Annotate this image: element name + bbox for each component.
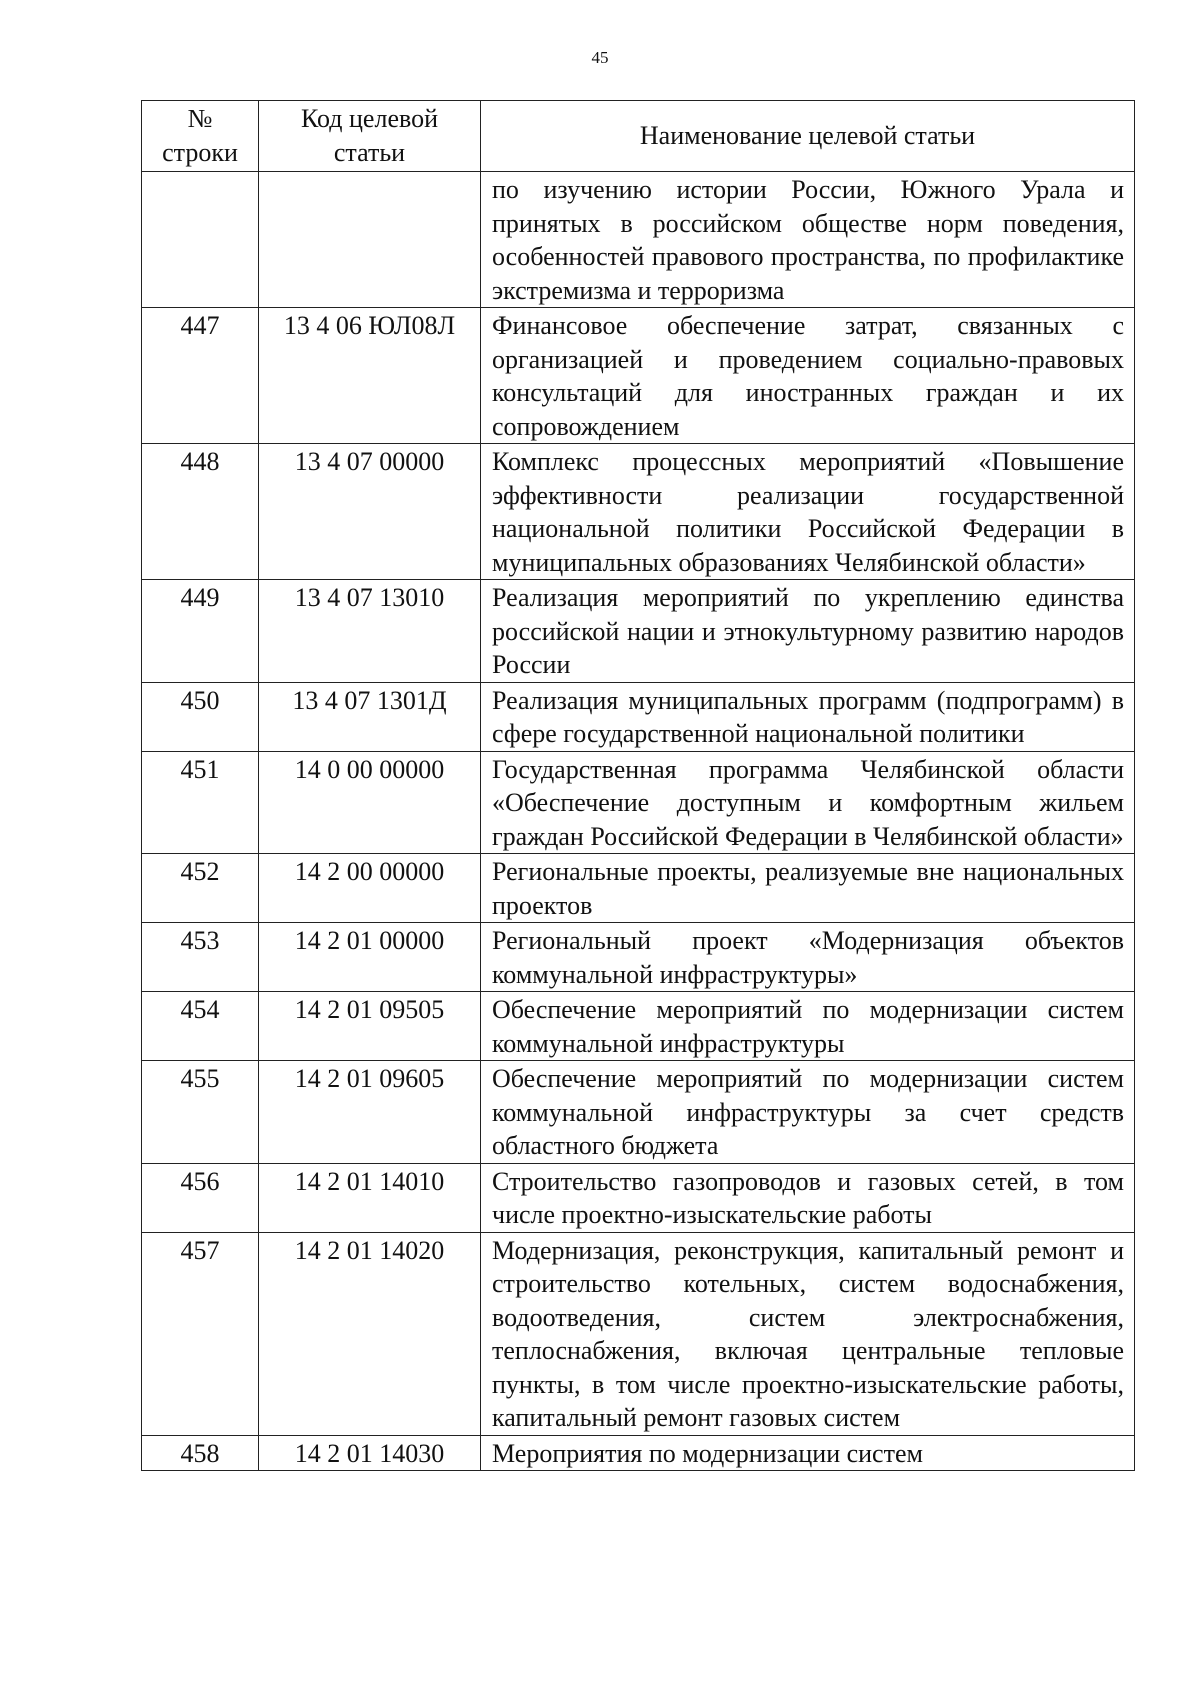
row-name: Государственная программа Челябинской области «Обеспечение доступным и комфортным жильем граждан Российской Федерации в Челябинской области» bbox=[481, 751, 1135, 854]
row-code: 14 2 01 09605 bbox=[259, 1061, 481, 1164]
row-number: 457 bbox=[142, 1232, 259, 1435]
row-code: 14 2 01 14030 bbox=[259, 1435, 481, 1471]
row-code: 14 2 01 00000 bbox=[259, 923, 481, 992]
table-row bbox=[142, 1163, 1135, 1232]
table-row bbox=[142, 682, 1135, 751]
table-row bbox=[142, 444, 1135, 580]
row-number: 458 bbox=[142, 1435, 259, 1471]
row-name: Региональные проекты, реализуемые вне национальных проектов bbox=[481, 854, 1135, 923]
row-code: 13 4 07 1301Д bbox=[259, 682, 481, 751]
row-name: Комплекс процессных мероприятий «Повышение эффективности реализации государственной национальной политики Российской Федерации в муниципальных образованиях Челябинской области» bbox=[481, 444, 1135, 580]
row-code: 14 2 01 14020 bbox=[259, 1232, 481, 1435]
row-code: 14 0 00 00000 bbox=[259, 751, 481, 854]
row-name: Реализация муниципальных программ (подпрограмм) в сфере государственной национальной политики bbox=[481, 682, 1135, 751]
target-articles-table bbox=[141, 100, 1135, 1471]
table-body bbox=[142, 172, 1135, 1471]
row-name: Обеспечение мероприятий по модернизации систем коммунальной инфраструктуры bbox=[481, 992, 1135, 1061]
row-code: 13 4 07 13010 bbox=[259, 580, 481, 683]
row-number: 451 bbox=[142, 751, 259, 854]
row-code: 14 2 00 00000 bbox=[259, 854, 481, 923]
table-row bbox=[142, 580, 1135, 683]
row-number bbox=[142, 172, 259, 308]
table-row bbox=[142, 923, 1135, 992]
row-name: Региональный проект «Модернизация объектов коммунальной инфраструктуры» bbox=[481, 923, 1135, 992]
row-code: 13 4 07 00000 bbox=[259, 444, 481, 580]
table-header-row bbox=[142, 101, 1135, 172]
row-code: 14 2 01 14010 bbox=[259, 1163, 481, 1232]
row-number: 454 bbox=[142, 992, 259, 1061]
row-name: Строительство газопроводов и газовых сетей, в том числе проектно-изыскательские работы bbox=[481, 1163, 1135, 1232]
row-name: Обеспечение мероприятий по модернизации систем коммунальной инфраструктуры за счет средств областного бюджета bbox=[481, 1061, 1135, 1164]
row-code bbox=[259, 172, 481, 308]
table-row bbox=[142, 854, 1135, 923]
header-name: Наименование целевой статьи bbox=[481, 101, 1135, 172]
page-number: 45 bbox=[591, 48, 609, 67]
row-number: 448 bbox=[142, 444, 259, 580]
row-code: 14 2 01 09505 bbox=[259, 992, 481, 1061]
row-name: Реализация мероприятий по укреплению единства российской нации и этнокультурному развитию народов России bbox=[481, 580, 1135, 683]
row-number: 453 bbox=[142, 923, 259, 992]
table-header bbox=[142, 101, 1135, 172]
row-number: 449 bbox=[142, 580, 259, 683]
row-number: 456 bbox=[142, 1163, 259, 1232]
table-row bbox=[142, 1061, 1135, 1164]
row-name: Мероприятия по модернизации систем bbox=[481, 1435, 1135, 1471]
table-row bbox=[142, 1435, 1135, 1471]
header-code: Код целевой статьи bbox=[259, 101, 481, 172]
table-row bbox=[142, 172, 1135, 308]
table-row bbox=[142, 308, 1135, 444]
table-row bbox=[142, 1232, 1135, 1435]
row-number: 450 bbox=[142, 682, 259, 751]
header-row-number: № строки bbox=[142, 101, 259, 172]
row-number: 447 bbox=[142, 308, 259, 444]
row-name: Финансовое обеспечение затрат, связанных с организацией и проведением социально-правовых консультаций для иностранных граждан и их сопровождением bbox=[481, 308, 1135, 444]
row-number: 455 bbox=[142, 1061, 259, 1164]
row-name: Модернизация, реконструкция, капитальный ремонт и строительство котельных, систем водоснабжения, водоотведения, систем электроснабжения, теплоснабжения, включая центральные тепловые пункты, в том числе проектно-изыскательские работы, капитальный ремонт газовых систем bbox=[481, 1232, 1135, 1435]
table-row bbox=[142, 992, 1135, 1061]
table-row bbox=[142, 751, 1135, 854]
row-number: 452 bbox=[142, 854, 259, 923]
row-name: по изучению истории России, Южного Урала и принятых в российском обществе норм поведения, особенностей правового пространства, по профилактике экстремизма и терроризма bbox=[481, 172, 1135, 308]
row-code: 13 4 06 ЮЛ08Л bbox=[259, 308, 481, 444]
